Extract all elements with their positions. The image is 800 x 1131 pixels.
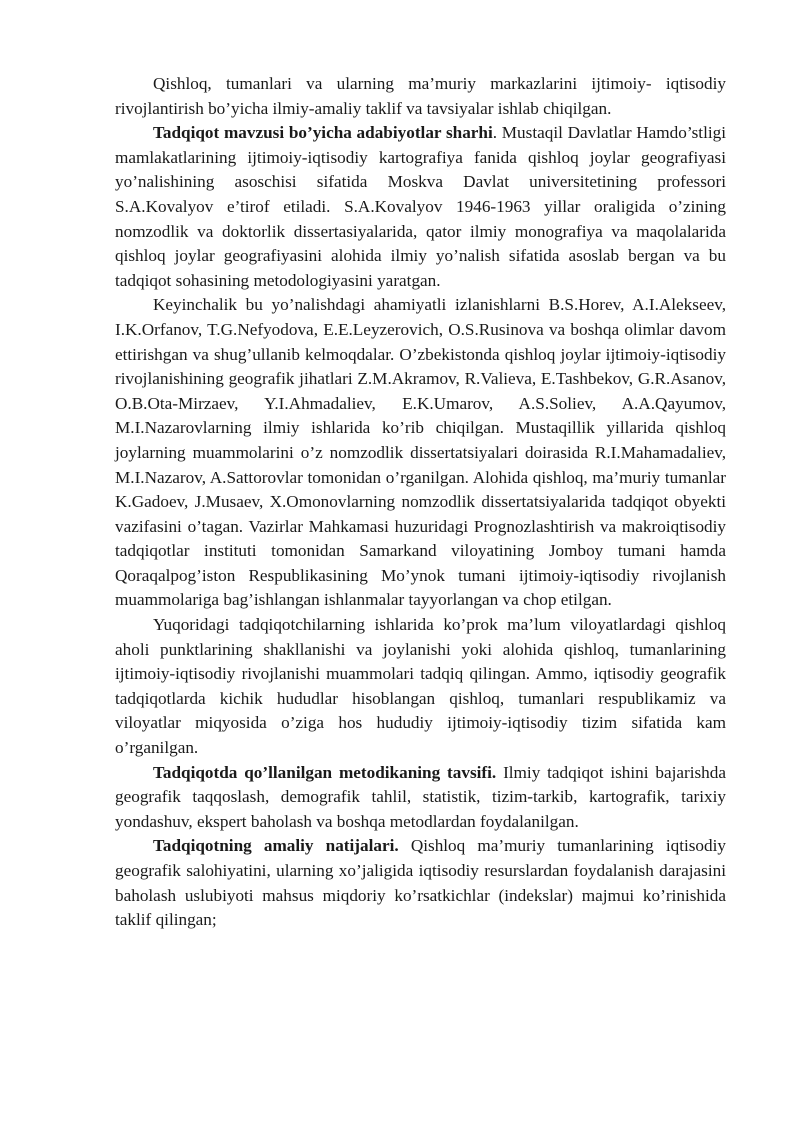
paragraph-practical-results: [115, 834, 726, 932]
paragraph-research-gaps: [115, 613, 726, 761]
paragraph-text: Ilmiy tadqiqot ishini bajarishda geografik taqqoslash, demografik tahlil, statistik, tizim-tarkib, kartografik, tarixiy yondashuv, ekspert baholash va boshqa metodlardan foydalanilgan.: [115, 762, 726, 831]
paragraph-intro: [115, 72, 726, 121]
paragraph-text: Yuqoridagi tadqiqotchilarning ishlarida ko’prok ma’lum viloyatlardagi qishloq aholi punktlarining shakllanishi va joylanishi yoki alohida qishloq, tumanlarining ijtimoiy-iqtisodiy rivojlanishi muammolari tadqiq qilingan. Ammo, iqtisodiy geografik tadqiqotlarda kichik hududlar hisoblangan qishloq, tumanlari respublikamiz va viloyatlar miqyosida o’ziga hos hududiy ijtimoiy-iqtisodiy tizim sifatida kam o’rganilgan.: [115, 615, 726, 758]
paragraph-literature-review: [115, 121, 726, 293]
section-heading: Tadqiqotning amaliy natijalari.: [153, 836, 399, 856]
paragraph-researchers: [115, 293, 726, 613]
paragraph-text: . Mustaqil Davlatlar Hamdo’stligi mamlakatlarining ijtimoiy-iqtisodiy kartografiya fanida qishloq joylar geografiyasi yo’nalishining asoschisi sifatida Moskva Davlat universitetining professori S.A.Kovalyov e’tirof etiladi. S.A.Kovalyov 1946-1963 yillar oraligida o’zining nomzodlik va doktorlik dissertasiyalarida, qator ilmiy monografiya va maqolalarida qishloq joylar geografiyasini alohida ilmiy yo’nalish sifatida asoslab bergan va bu tadqiqot sohasining metodologiyasini yaratgan.: [115, 123, 727, 290]
paragraph-methodology: [115, 761, 726, 835]
paragraph-text: Qishloq ma’muriy tumanlarining iqtisodiy geografik salohiyatini, ularning xo’jaligida iqtisodiy resurslardan foydalanish darajasini baholash uslubiyoti mahsus miqdoriy ko’rsatkichlar (indekslar) majmui ko’rinishida taklif qilingan;: [115, 836, 726, 930]
paragraph-text: Qishloq, tumanlari va ularning ma’muriy markazlarini ijtimoiy- iqtisodiy rivojlantirish bo’yicha ilmiy-amaliy taklif va tavsiyalar ishlab chiqilgan.: [115, 74, 726, 118]
paragraph-text: Keyinchalik bu yo’nalishdagi ahamiyatli izlanishlarni B.S.Horev, A.I.Alekseev, I.K.Orfanov, T.G.Nefyodova, E.E.Leyzerovich, O.S.Rusinova va boshqa olimlar davom ettirishgan va shug’ullanib kelmoqdalar. O’zbekistonda qishloq joylar ijtimoiy-iqtisodiy rivojlanishining geografik jihatlari Z.M.Akramov, R.Valieva, E.Tashbekov, G.R.Asanov, O.B.Ota-Mirzaev, Y.I.Ahmadaliev, E.K.Umarov, A.S.Soliev, A.A.Qayumov, M.I.Nazarovlarning ilmiy ishlarida ko’rib chiqilgan. Mustaqillik yillarida qishloq joylarning muammolarini o’z nomzodlik dissertatsiyalari doirasida R.I.Mahamadaliev, M.I.Nazarov, A.Sattorovlar tomonidan o’rganilgan. Alohida qishloq, ma’muriy tumanlar K.Gadoev, J.Musaev, X.Omonovlarning nomzodlik dissertatsiyalarida tadqiqot obyekti vazifasini o’tagan. Vazirlar Mahkamasi huzuridagi Prognozlashtirish va makroiqtisodiy tadqiqotlar instituti tomonidan Samarkand viloyatining Jomboy tumani hamda Qoraqalpog’iston Respublikasining Mo’ynok tumani ijtimoiy-iqtisodiy rivojlanish muammolariga bag’ishlangan ishlanmalar tayyorlangan va chop etilgan.: [115, 295, 726, 610]
section-heading: Tadqiqotda qo’llanilgan metodikaning tavsifi.: [153, 762, 497, 782]
section-heading: Tadqiqot mavzusi bo’yicha adabiyotlar sharhi: [153, 123, 493, 143]
